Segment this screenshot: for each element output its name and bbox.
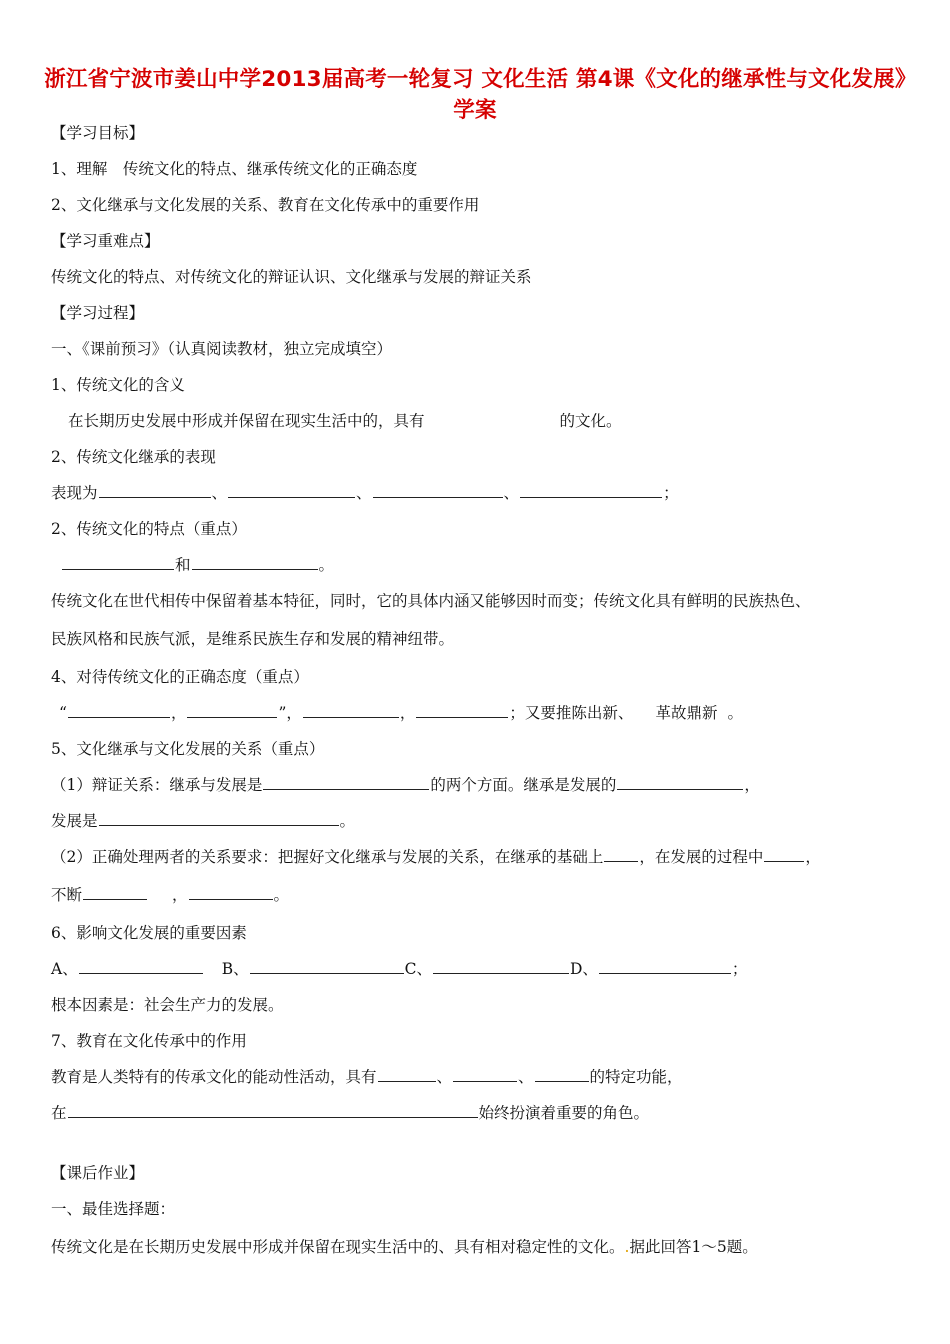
homework-intro-end: 据此回答1～5题。 bbox=[629, 1238, 758, 1256]
preview-heading: 一、《课前预习》（认真阅读教材，独立完成填空） bbox=[51, 340, 393, 358]
section-heading-process: 【学习过程】 bbox=[51, 304, 145, 322]
fill-blank[interactable] bbox=[303, 702, 399, 718]
question-1-line bbox=[68, 410, 622, 432]
question-1-text: 在长期历史发展中形成并保留在现实生活中的，具有 bbox=[68, 412, 425, 430]
period: 。 bbox=[318, 556, 335, 574]
question-5-1-text: （1）辩证关系：继承与发展是 bbox=[51, 776, 263, 794]
close-quote: ”， bbox=[278, 704, 302, 722]
fill-blank[interactable] bbox=[62, 554, 174, 570]
question-1-heading: 1、传统文化的含义 bbox=[51, 376, 185, 394]
fill-blank[interactable] bbox=[79, 958, 203, 974]
question-7-text: 教育是人类特有的传承文化的能动性活动，具有 bbox=[51, 1068, 377, 1086]
period: 。 bbox=[727, 704, 743, 722]
question-7-text-2: 在 bbox=[51, 1104, 67, 1122]
fill-blank[interactable] bbox=[68, 702, 170, 718]
document-title: 浙江省宁波市姜山中学2013届高考一轮复习 文化生活 第4课《文化的继承性与文化发展》学案 bbox=[44, 67, 906, 123]
fill-blank[interactable] bbox=[189, 884, 273, 900]
question-6-heading: 6、影响文化发展的重要因素 bbox=[51, 924, 247, 942]
question-4-tail-2: 革故鼎新 bbox=[655, 704, 718, 722]
question-2-heading: 2、传统文化继承的表现 bbox=[51, 448, 216, 466]
period: 。 bbox=[273, 886, 290, 904]
question-7-line bbox=[51, 1066, 683, 1088]
question-5-2-text-mid: ，在发展的过程中 bbox=[639, 848, 764, 866]
section-heading-key: 【学习重难点】 bbox=[51, 232, 160, 250]
option-label-c: C、 bbox=[404, 960, 432, 978]
fill-blank[interactable] bbox=[453, 1066, 517, 1082]
separator: 、 bbox=[211, 484, 228, 502]
question-2-line bbox=[51, 482, 679, 504]
orange-dot: . bbox=[624, 1238, 630, 1256]
fill-blank[interactable] bbox=[250, 958, 404, 974]
comma: ， bbox=[172, 886, 188, 904]
question-4-heading: 4、对待传统文化的正确态度（重点） bbox=[51, 668, 309, 686]
question-4-line bbox=[51, 702, 743, 724]
goal-item-2: 2、文化继承与文化发展的关系、教育在文化传承中的重要作用 bbox=[51, 196, 480, 214]
question-3-line bbox=[51, 554, 334, 576]
separator: 、 bbox=[356, 484, 372, 502]
goal-item-1: 1、理解 传统文化的特点、继承传统文化的正确态度 bbox=[51, 160, 418, 178]
fill-blank[interactable] bbox=[604, 846, 638, 862]
homework-part-1: 一、最佳选择题： bbox=[51, 1200, 176, 1218]
separator: 、 bbox=[503, 484, 520, 502]
separator: 、 bbox=[518, 1068, 534, 1086]
fill-blank[interactable] bbox=[599, 958, 731, 974]
option-label-a: A、 bbox=[51, 960, 78, 978]
question-1-text-end: 的文化。 bbox=[559, 412, 622, 430]
homework-intro-body: 传统文化是在长期历史发展中形成并保留在现实生活中的、具有相对稳定性的文化 bbox=[51, 1238, 610, 1256]
section-heading-homework: 【课后作业】 bbox=[51, 1164, 145, 1182]
fill-blank[interactable] bbox=[83, 884, 147, 900]
fill-blank[interactable] bbox=[433, 958, 569, 974]
option-label-d: D、 bbox=[569, 960, 598, 978]
option-label-b: B、 bbox=[221, 960, 249, 978]
fill-blank[interactable] bbox=[228, 482, 355, 498]
semicolon: ； bbox=[509, 704, 525, 722]
period: 。 bbox=[609, 1238, 625, 1256]
and-word: 和 bbox=[175, 556, 191, 574]
fill-blank[interactable] bbox=[263, 774, 429, 790]
fill-blank[interactable] bbox=[764, 846, 804, 862]
fill-blank[interactable] bbox=[416, 702, 508, 718]
open-quote: “ bbox=[59, 704, 67, 722]
question-5-2-line-2 bbox=[51, 884, 289, 906]
question-5-1-text-2: 发展是 bbox=[51, 812, 98, 830]
fill-blank[interactable] bbox=[68, 1102, 478, 1118]
question-5-1-text-mid: 的两个方面。继承是发展的 bbox=[430, 776, 617, 794]
fill-blank[interactable] bbox=[99, 810, 339, 826]
key-points-text: 传统文化的特点、对传统文化的辩证认识、文化继承与发展的辩证关系 bbox=[51, 268, 532, 286]
fill-blank[interactable] bbox=[373, 482, 503, 498]
comma: ， bbox=[805, 848, 821, 866]
question-3-paragraph-line-1: 传统文化在世代相传中保留着基本特征，同时，它的具体内涵又能够因时而变；传统文化具有鲜明的民族热色、 bbox=[51, 592, 811, 610]
fill-blank[interactable] bbox=[378, 1066, 436, 1082]
question-7-text-end: 的特定功能， bbox=[589, 1068, 683, 1086]
fill-blank[interactable] bbox=[99, 482, 211, 498]
period: 。 bbox=[339, 812, 356, 830]
question-5-1-line-2 bbox=[51, 810, 355, 832]
question-5-2-text: （2）正确处理两者的关系要求：把握好文化继承与发展的关系，在继承的基础上 bbox=[51, 848, 604, 866]
question-3-heading: 2、传统文化的特点（重点） bbox=[51, 520, 247, 538]
question-3-paragraph-line-2: 民族风格和民族气派，是维系民族生存和发展的精神纽带。 bbox=[51, 630, 455, 648]
comma: ， bbox=[399, 704, 416, 722]
question-7-text-2-end: 始终扮演着重要的角色。 bbox=[478, 1104, 650, 1122]
question-5-2-line bbox=[51, 846, 821, 868]
question-7-line-2 bbox=[51, 1102, 649, 1124]
fill-blank[interactable] bbox=[192, 554, 318, 570]
comma: ， bbox=[744, 776, 760, 794]
semicolon: ； bbox=[731, 960, 748, 978]
fill-blank[interactable] bbox=[617, 774, 743, 790]
comma: ， bbox=[170, 704, 187, 722]
fill-blank[interactable] bbox=[187, 702, 277, 718]
question-6-line bbox=[51, 958, 747, 980]
question-7-heading: 7、教育在文化传承中的作用 bbox=[51, 1032, 247, 1050]
fill-blank[interactable] bbox=[520, 482, 662, 498]
separator: 、 bbox=[436, 1068, 453, 1086]
homework-intro-text bbox=[51, 1236, 758, 1258]
question-4-tail: 又要推陈出新、 bbox=[524, 704, 634, 722]
question-5-heading: 5、文化继承与文化发展的关系（重点） bbox=[51, 740, 325, 758]
question-2-label: 表现为 bbox=[51, 484, 98, 502]
section-heading-goals: 【学习目标】 bbox=[51, 124, 145, 142]
question-5-2-text-2: 不断 bbox=[51, 886, 83, 904]
question-5-1-line bbox=[51, 774, 760, 796]
fill-blank[interactable] bbox=[535, 1066, 589, 1082]
question-6-root-factor: 根本因素是：社会生产力的发展。 bbox=[51, 996, 284, 1014]
separator: ； bbox=[663, 484, 679, 502]
